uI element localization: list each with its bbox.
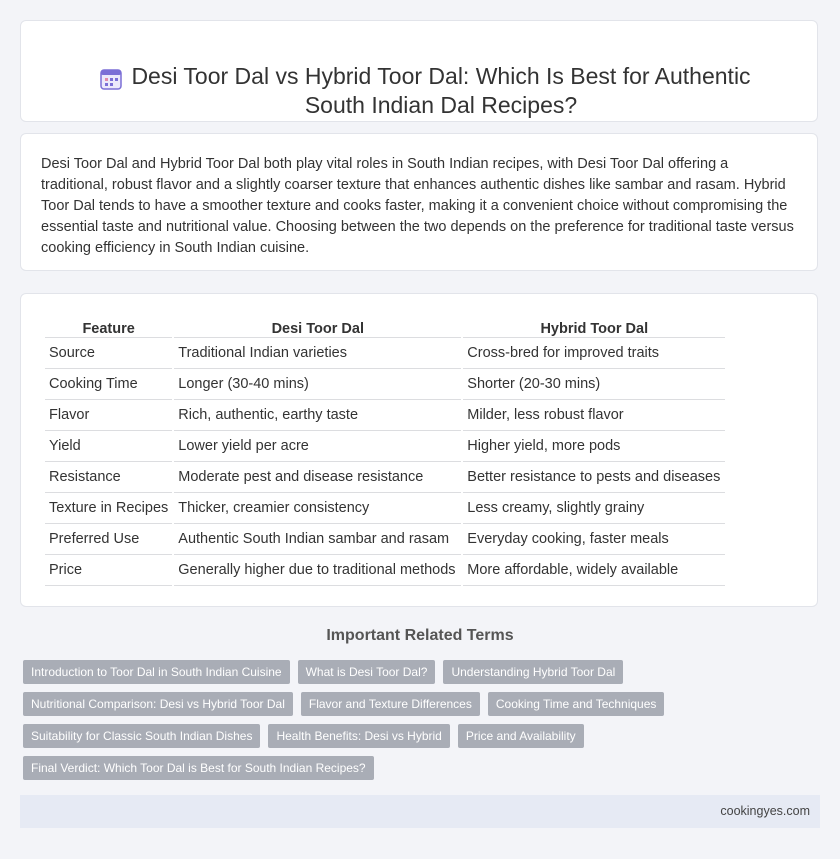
table-cell-desi: Moderate pest and disease resistance (174, 462, 461, 493)
table-cell-feature: Yield (45, 431, 172, 462)
related-term-tag[interactable]: Nutritional Comparison: Desi vs Hybrid Toor Dal (23, 692, 293, 716)
title-card (20, 20, 818, 122)
calendar-icon (99, 67, 123, 91)
table-cell-feature: Price (45, 555, 172, 586)
table-cell-hybrid: Higher yield, more pods (463, 431, 725, 462)
table-cell-feature: Cooking Time (45, 369, 172, 400)
comparison-table (43, 315, 727, 586)
table-cell-desi: Rich, authentic, earthy taste (174, 400, 461, 431)
footer-site-link[interactable]: cookingyes.com (720, 804, 810, 818)
column-header-hybrid: Hybrid Toor Dal (463, 315, 725, 338)
table-cell-feature: Preferred Use (45, 524, 172, 555)
related-term-tag[interactable]: Price and Availability (458, 724, 584, 748)
table-cell-desi: Longer (30-40 mins) (174, 369, 461, 400)
related-term-tag[interactable]: Final Verdict: Which Toor Dal is Best for South Indian Recipes? (23, 756, 374, 780)
table-cell-hybrid: Cross-bred for improved traits (463, 338, 725, 369)
intro-paragraph: Desi Toor Dal and Hybrid Toor Dal both play vital roles in South Indian recipes, with Desi Toor Dal offering a traditional, robust flavor and a slightly coarser texture that enhances authentic dishes like sambar and rasam. Hybrid Toor Dal tends to have a smoother texture and cooks faster, making it a convenient choice without compromising the essential taste and nutritional value. Choosing between the two depends on the preference for traditional taste versus cooking efficiency in South Indian cuisine. (41, 156, 794, 256)
table-header-row (45, 315, 725, 338)
table-cell-desi: Thicker, creamier consistency (174, 493, 461, 524)
table-cell-hybrid: Better resistance to pests and diseases (463, 462, 725, 493)
table-cell-hybrid: More affordable, widely available (463, 555, 725, 586)
table-cell-desi: Traditional Indian varieties (174, 338, 461, 369)
table-cell-hybrid: Less creamy, slightly grainy (463, 493, 725, 524)
table-row (45, 400, 725, 431)
table-row (45, 462, 725, 493)
related-term-tag[interactable]: What is Desi Toor Dal? (298, 660, 436, 684)
related-terms-list (23, 660, 703, 780)
footer (20, 795, 820, 828)
related-term-tag[interactable]: Flavor and Texture Differences (301, 692, 480, 716)
table-cell-hybrid: Everyday cooking, faster meals (463, 524, 725, 555)
table-row (45, 369, 725, 400)
related-term-tag[interactable]: Suitability for Classic South Indian Dishes (23, 724, 260, 748)
table-cell-desi: Generally higher due to traditional methods (174, 555, 461, 586)
related-term-tag[interactable]: Cooking Time and Techniques (488, 692, 665, 716)
table-cell-desi: Authentic South Indian sambar and rasam (174, 524, 461, 555)
page-title: Desi Toor Dal vs Hybrid Toor Dal: Which Is Best for Authentic South Indian Dal Recipes? (131, 63, 751, 118)
table-cell-feature: Flavor (45, 400, 172, 431)
table-cell-hybrid: Milder, less robust flavor (463, 400, 725, 431)
table-cell-hybrid: Shorter (20-30 mins) (463, 369, 725, 400)
table-row (45, 431, 725, 462)
column-header-feature: Feature (45, 315, 172, 338)
column-header-desi: Desi Toor Dal (174, 315, 461, 338)
comparison-table-card (20, 293, 818, 607)
table-cell-feature: Resistance (45, 462, 172, 493)
intro-card (20, 133, 818, 271)
related-term-tag[interactable]: Understanding Hybrid Toor Dal (443, 660, 623, 684)
table-row (45, 524, 725, 555)
related-term-tag[interactable]: Health Benefits: Desi vs Hybrid (268, 724, 449, 748)
table-cell-feature: Texture in Recipes (45, 493, 172, 524)
table-cell-feature: Source (45, 338, 172, 369)
table-row (45, 338, 725, 369)
table-row (45, 555, 725, 586)
related-term-tag[interactable]: Introduction to Toor Dal in South Indian Cuisine (23, 660, 290, 684)
table-cell-desi: Lower yield per acre (174, 431, 461, 462)
table-row (45, 493, 725, 524)
related-terms-heading: Important Related Terms (326, 627, 514, 644)
